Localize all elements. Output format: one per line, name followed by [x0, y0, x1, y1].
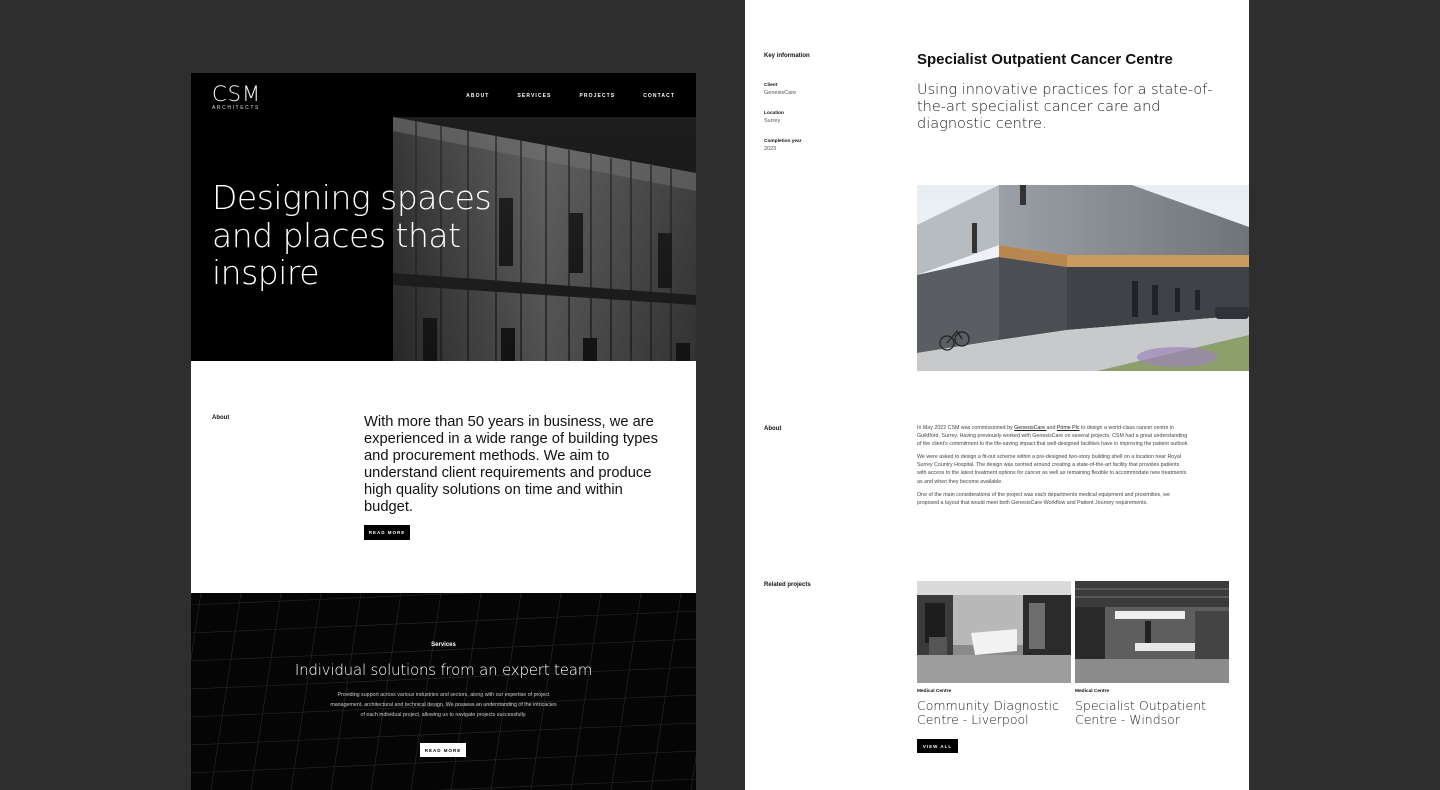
- about-paragraph-text: and: [1046, 425, 1057, 431]
- key-info-client: [764, 83, 796, 96]
- services-read-more-button[interactable]: READ MORE: [420, 743, 466, 757]
- key-info-label: Completion year: [764, 139, 802, 144]
- about-paragraph-text: to design a world-class cancer centre in Guildford, Surrey. Having previously worked with GenesisCare on several projects, CSM had a great understanding of the client's commitment to the life-saving impact that well-designed facilities have in improving the patient outlook.: [917, 425, 1189, 448]
- related-project-category: Medical Centre: [917, 689, 952, 694]
- logo-subtitle: ARCHITECTS: [212, 105, 260, 111]
- about-paragraph-text: In May 2022 CSM was commissioned by: [917, 425, 1015, 431]
- key-info-location: [764, 111, 784, 124]
- hero-section: [191, 73, 696, 361]
- key-info-value: Surrey: [764, 118, 781, 124]
- key-info-value: GenesisCare: [764, 90, 797, 96]
- services-title: Individual solutions from an expert team: [294, 661, 593, 679]
- main-nav: [466, 93, 675, 99]
- about-paragraph-3: One of the main considerations of the project was each departments medical equipment and proximities, we proposed a layout that would meet both GenesisCare Workflow and Patient Journey requirements.: [917, 491, 1170, 506]
- home-page-mockup: [191, 73, 696, 790]
- about-label: About: [212, 415, 230, 421]
- logo-wordmark: CSM: [212, 82, 262, 106]
- about-section: [191, 361, 696, 593]
- hero-title: Designing spaces and places that inspire: [212, 178, 492, 292]
- key-info-completion-year: [764, 139, 802, 152]
- services-section: [191, 593, 696, 790]
- services-label: Services: [431, 642, 456, 648]
- project-hero-image: [917, 185, 1249, 371]
- key-info-label: Client: [764, 83, 778, 88]
- related-project-category: Medical Centre: [1075, 689, 1110, 694]
- about-text: With more than 50 years in business, we are experienced in a wide range of building types and procurement methods. We aim to understand client requirements and produce high quality solutions on time and within budget.: [364, 414, 658, 515]
- related-project-image: [917, 581, 1071, 683]
- nav-projects[interactable]: PROJECTS: [579, 93, 616, 99]
- project-about-label: About: [764, 426, 782, 432]
- project-subtitle: Using innovative practices for a state-of-the-art specialist cancer care and diagnostic centre.: [917, 82, 1213, 132]
- about-paragraph-2: We were asked to design a fit-out scheme within a pre-designed two-story building shell on a location near Royal Surrey Country Hospital. The design was centred around creating a state-of-the-art facility that provides patients with access to the latest treatment options for cancer as well as remaining flexible to accommodate new treatments as and when they become available.: [917, 454, 1187, 485]
- genesiscare-link[interactable]: GenesisCare: [1014, 425, 1047, 431]
- project-about-body: [917, 424, 1189, 512]
- about-paragraph-1: [917, 424, 1189, 448]
- project-title: Specialist Outpatient Cancer Centre: [917, 51, 1173, 68]
- related-project-card[interactable]: [917, 581, 1071, 727]
- services-description: Providing support across various industries and sectors, along with our expertise of project management, architectural and technical design. We possess an understanding of the intricacies of each individual project, allowing us to navigate projects successfully.: [330, 692, 557, 718]
- nav-contact[interactable]: CONTACT: [643, 93, 675, 99]
- about-read-more-button[interactable]: READ MORE: [364, 525, 410, 540]
- project-building-illustration: [917, 185, 1249, 371]
- related-project-name: Specialist Outpatient Centre - Windsor: [1075, 698, 1207, 727]
- nav-services[interactable]: SERVICES: [517, 93, 552, 99]
- key-information-title: Key information: [764, 53, 810, 59]
- view-all-button[interactable]: VIEW ALL: [917, 739, 958, 753]
- related-projects-label: Related projects: [764, 582, 811, 588]
- related-project-name: Community Diagnostic Centre - Liverpool: [917, 698, 1059, 727]
- key-info-value: 2023: [764, 146, 777, 152]
- related-project-card[interactable]: [1075, 581, 1229, 727]
- nav-about[interactable]: ABOUT: [466, 93, 490, 99]
- project-page-mockup: [745, 0, 1249, 790]
- prime-plc-link[interactable]: Prime Plc: [1056, 425, 1080, 431]
- key-info-label: Location: [764, 111, 784, 116]
- related-project-image: [1075, 581, 1229, 683]
- logo[interactable]: [212, 82, 261, 111]
